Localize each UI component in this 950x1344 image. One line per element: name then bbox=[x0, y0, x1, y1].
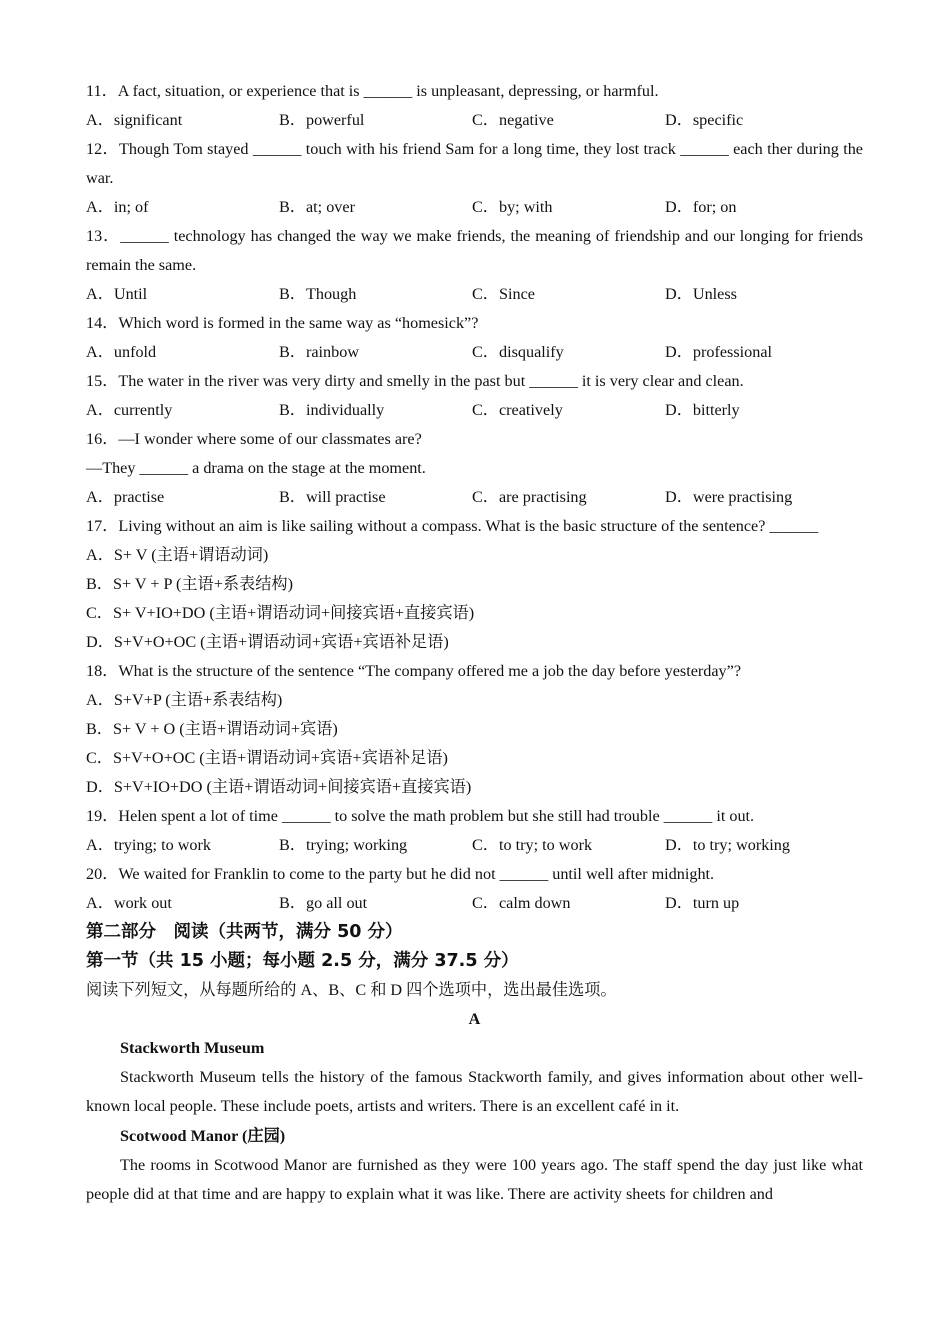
option-d: D．bitterly bbox=[665, 401, 740, 419]
option-a: A．practise bbox=[86, 488, 165, 506]
question-20-stem: 20．We waited for Franklin to come to the party but he did not ______ until well after midnight. bbox=[86, 865, 715, 883]
question-19-options bbox=[86, 831, 863, 860]
option-a: A．unfold bbox=[86, 343, 157, 361]
passage-label: A bbox=[468, 1010, 481, 1028]
option-d: D．specific bbox=[665, 111, 744, 129]
question-16-options bbox=[86, 483, 863, 512]
option-a: A．S+ V (主语+谓语动词) bbox=[86, 546, 269, 564]
question-11-options bbox=[86, 106, 863, 135]
option-b: B．will practise bbox=[279, 488, 386, 506]
option-b: B．S+ V + P (主语+系表结构) bbox=[86, 575, 293, 593]
option-d: D．S+V+O+OC (主语+谓语动词+宾语+宾语补足语) bbox=[86, 633, 449, 651]
option-d: D．to try; working bbox=[665, 836, 790, 854]
question-12-stem: 12．Though Tom stayed ______ touch with his friend Sam for a long time, they lost track ______ each ther during the war. bbox=[86, 140, 863, 187]
manor-paragraph: The rooms in Scotwood Manor are furnished as they were 100 years ago. The staff spend the day just like what people did at that time and are happy to explain what it was like. There are activity sheets for children and bbox=[86, 1155, 863, 1203]
option-a: A．S+V+P (主语+系表结构) bbox=[86, 691, 283, 709]
question-13-stem: 13．______ technology has changed the way we make friends, the meaning of friendship and our longing for friends remain the same. bbox=[86, 227, 863, 274]
option-d: D．S+V+IO+DO (主语+谓语动词+间接宾语+直接宾语) bbox=[86, 778, 472, 796]
option-b: B．go all out bbox=[279, 894, 368, 912]
option-b: B．Though bbox=[279, 285, 357, 303]
reading-instruction: 阅读下列短文，从每题所给的 A、B、C 和 D 四个选项中，选出最佳选项。 bbox=[86, 981, 617, 999]
question-13-options bbox=[86, 280, 863, 309]
option-c: C．S+ V+IO+DO (主语+谓语动词+间接宾语+直接宾语) bbox=[86, 604, 475, 622]
question-11-stem: 11．A fact, situation, or experience that is ______ is unpleasant, depressing, or harmful. bbox=[86, 82, 659, 100]
option-a: A．Until bbox=[86, 285, 148, 303]
exam-page bbox=[86, 77, 863, 1209]
option-a: A．trying; to work bbox=[86, 836, 211, 854]
question-14-options bbox=[86, 338, 863, 367]
museum-paragraph: Stackworth Museum tells the history of the famous Stackworth family, and gives information about other well-known local people. These include poets, artists and writers. There is an excellent café in it. bbox=[86, 1068, 863, 1116]
option-b: B．individually bbox=[279, 401, 385, 419]
option-c: C．negative bbox=[472, 111, 554, 129]
manor-heading: Scotwood Manor (庄园) bbox=[120, 1126, 286, 1145]
question-16-reply: —They ______ a drama on the stage at the moment. bbox=[86, 459, 426, 477]
option-c: C．by; with bbox=[472, 198, 553, 216]
option-c: C．creatively bbox=[472, 401, 563, 419]
option-c: C．are practising bbox=[472, 488, 587, 506]
option-c: C．Since bbox=[472, 285, 535, 303]
option-b: B．rainbow bbox=[279, 343, 360, 361]
option-c: C．disqualify bbox=[472, 343, 564, 361]
question-20-options bbox=[86, 889, 863, 918]
option-b: B．trying; working bbox=[279, 836, 408, 854]
question-17-stem: 17．Living without an aim is like sailing without a compass. What is the basic structure of the sentence? ______ bbox=[86, 517, 819, 535]
question-14-stem: 14．Which word is formed in the same way as “homesick”? bbox=[86, 314, 479, 332]
section-1-title: 第一节（共 15 小题；每小题 2.5 分，满分 37.5 分） bbox=[86, 951, 519, 971]
option-a: A．work out bbox=[86, 894, 172, 912]
option-d: D．turn up bbox=[665, 894, 740, 912]
option-d: D．were practising bbox=[665, 488, 793, 506]
option-a: A．in; of bbox=[86, 198, 149, 216]
option-a: A．currently bbox=[86, 401, 173, 419]
question-19-stem: 19．Helen spent a lot of time ______ to solve the math problem but she still had trouble ______ it out. bbox=[86, 807, 755, 825]
option-c: C．to try; to work bbox=[472, 836, 593, 854]
question-12-options bbox=[86, 193, 863, 222]
option-b: B．powerful bbox=[279, 111, 365, 129]
option-c: C．calm down bbox=[472, 894, 571, 912]
option-c: C．S+V+O+OC (主语+谓语动词+宾语+宾语补足语) bbox=[86, 749, 448, 767]
option-d: D．for; on bbox=[665, 198, 737, 216]
question-15-stem: 15．The water in the river was very dirty and smelly in the past but ______ it is very clear and clean. bbox=[86, 372, 744, 390]
option-b: B．at; over bbox=[279, 198, 355, 216]
museum-heading: Stackworth Museum bbox=[120, 1039, 265, 1057]
option-d: D．professional bbox=[665, 343, 772, 361]
option-a: A．significant bbox=[86, 111, 183, 129]
option-d: D．Unless bbox=[665, 285, 737, 303]
question-18-stem: 18．What is the structure of the sentence “The company offered me a job the day before yesterday”? bbox=[86, 662, 742, 680]
question-16-stem: 16．—I wonder where some of our classmates are? bbox=[86, 430, 422, 448]
question-15-options bbox=[86, 396, 863, 425]
part-2-title: 第二部分 阅读（共两节，满分 50 分） bbox=[86, 922, 403, 942]
option-b: B．S+ V + O (主语+谓语动词+宾语) bbox=[86, 720, 338, 738]
